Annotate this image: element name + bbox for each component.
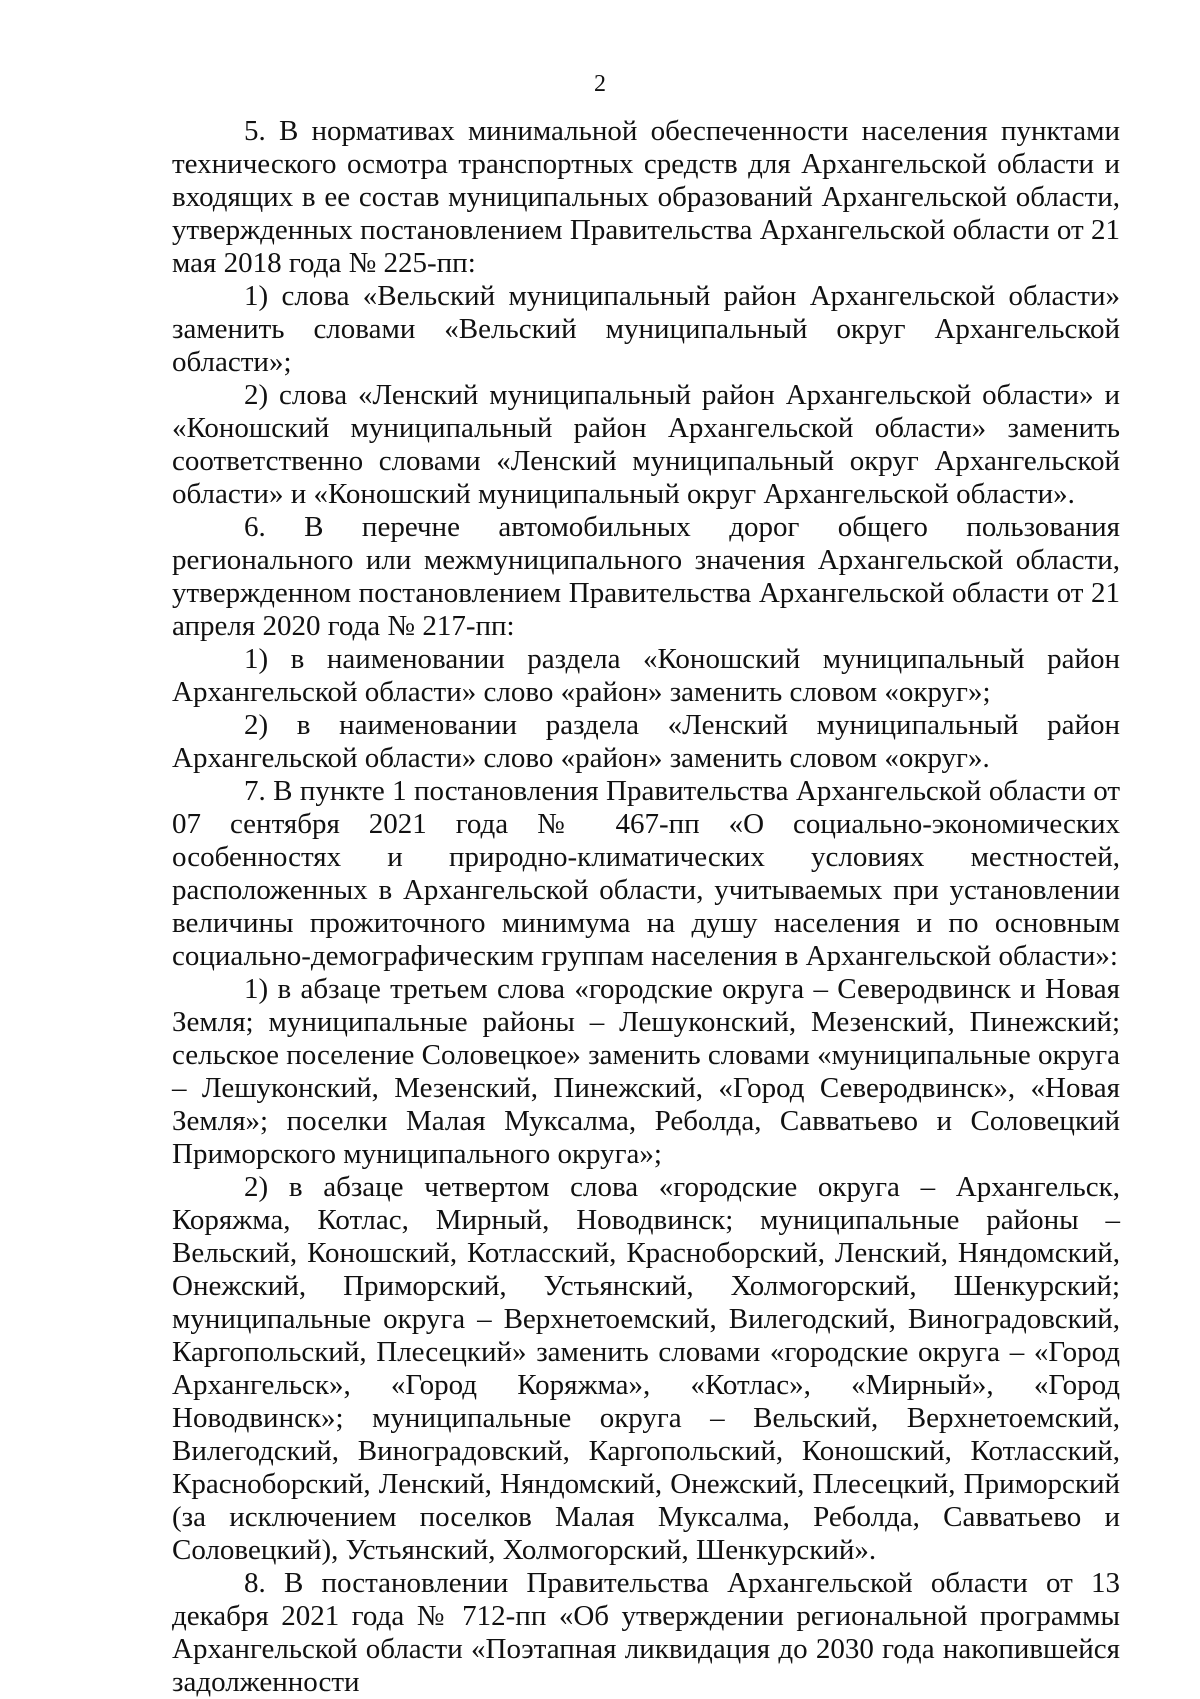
paragraph-item-5-subitem-1: 1) слова «Вельский муниципальный район Архангельской области» заменить словами «Вельский муниципальный округ Архангельской области»; (172, 280, 1120, 378)
paragraph-item-6-subitem-1: 1) в наименовании раздела «Коношский муниципальный район Архангельской области» слово «район» заменить словом «округ»; (172, 643, 1120, 708)
paragraph-item-6-subitem-2: 2) в наименовании раздела «Ленский муниципальный район Архангельской области» слово «район» заменить словом «округ». (172, 709, 1120, 774)
document-body (172, 115, 1120, 1699)
paragraph-item-6: 6. В перечне автомобильных дорог общего пользования регионального или межмуниципального значения Архангельской области, утвержденном постановлением Правительства Архангельской области от 21 апреля 2020 года № 217-пп: (172, 511, 1120, 642)
paragraph-item-5-subitem-2: 2) слова «Ленский муниципальный район Архангельской области» и «Коношский муниципальный район Архангельской области» заменить соответственно словами «Ленский муниципальный округ Архангельской области» и «Коношский муниципальный округ Архангельской области». (172, 379, 1120, 510)
paragraph-item-7-subitem-2: 2) в абзаце четвертом слова «городские округа – Архангельск, Коряжма, Котлас, Мирный, Новодвинск; муниципальные районы – Вельский, Коношский, Котласский, Красноборский, Ленский, Няндомский, Онежский, Приморский, Устьянский, Холмогорский, Шенкурский; муниципальные округа – Верхнетоемский, Вилегодский, Виноградовский, Каргопольский, Плесецкий» заменить словами «городские округа – «Город Архангельск», «Город Коряжма», «Котлас», «Мирный», «Город Новодвинск»; муниципальные округа – Вельский, Верхнетоемский, Вилегодский, Виноградовский, Каргопольский, Коношский, Котласский, Красноборский, Ленский, Няндомский, Онежский, Плесецкий, Приморский (за исключением поселков Малая Муксалма, Реболда, Савватьево и Соловецкий), Устьянский, Холмогорский, Шенкурский». (172, 1171, 1120, 1566)
page-number: 2 (594, 71, 606, 97)
paragraph-item-5: 5. В нормативах минимальной обеспеченности населения пунктами технического осмотра транспортных средств для Архангельской области и входящих в ее состав муниципальных образований Архангельской области, утвержденных постановлением Правительства Архангельской области от 21 мая 2018 года № 225-пп: (172, 115, 1120, 279)
paragraph-item-7-subitem-1: 1) в абзаце третьем слова «городские округа – Северодвинск и Новая Земля; муниципальные районы – Лешуконский, Мезенский, Пинежский; сельское поселение Соловецкое» заменить словами «муниципальные округа – Лешуконский, Мезенский, Пинежский, «Город Северодвинск», «Новая Земля»; поселки Малая Муксалма, Реболда, Савватьево и Соловецкий Приморского муниципального округа»; (172, 973, 1120, 1170)
paragraph-item-8: 8. В постановлении Правительства Архангельской области от 13 декабря 2021 года № 712-пп «Об утверждении региональной программы Архангельской области «Поэтапная ликвидация до 2030 года накопившейся задолженности (172, 1567, 1120, 1698)
paragraph-item-7: 7. В пункте 1 постановления Правительства Архангельской области от 07 сентября 2021 года № 467-пп «О социально-экономических особенностях и природно-климатических условиях местностей, расположенных в Архангельской области, учитываемых при установлении величины прожиточного минимума на душу населения и по основным социально-демографическим группам населения в Архангельской области»: (172, 775, 1120, 972)
